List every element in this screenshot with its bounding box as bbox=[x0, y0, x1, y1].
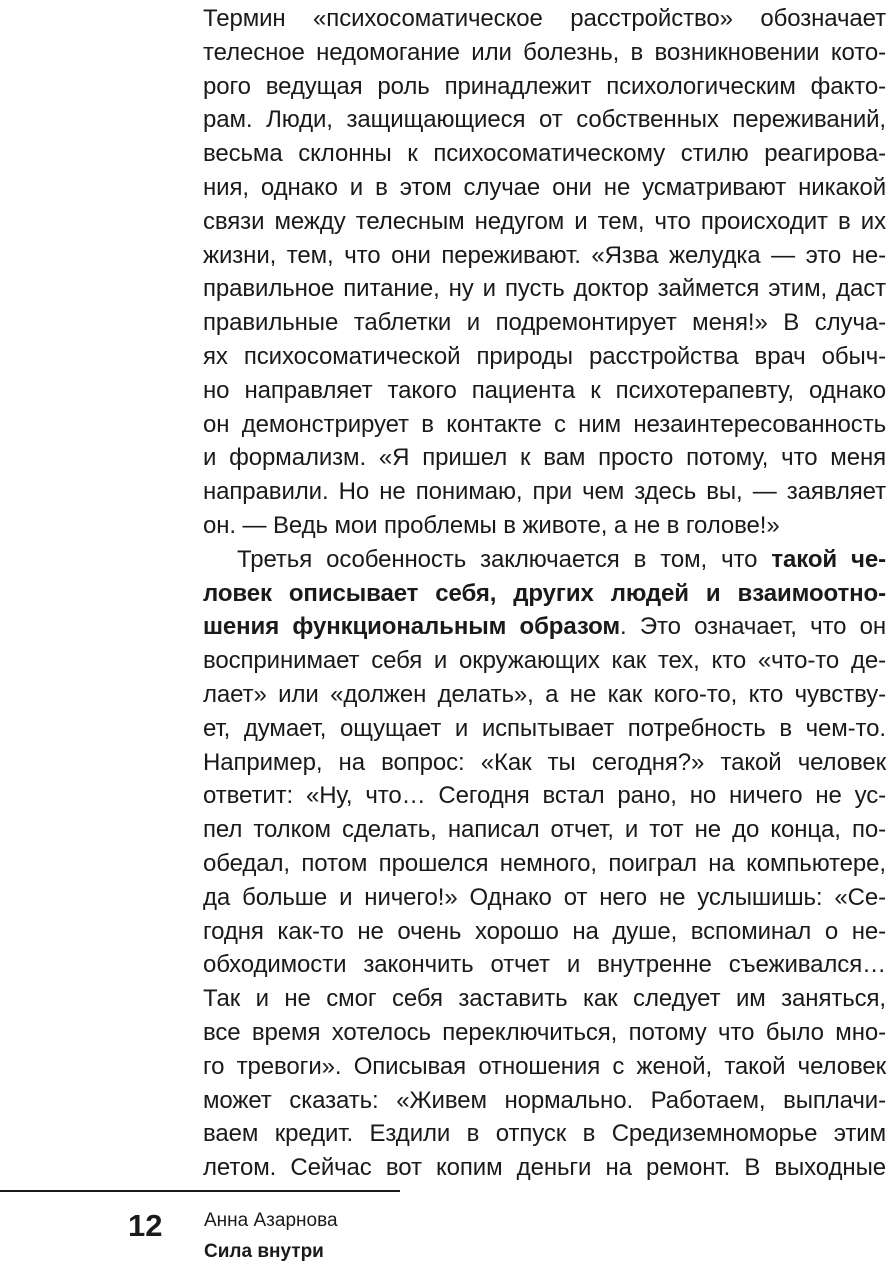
text-line: обходимости закончить отчет и внутренне съеживался… bbox=[203, 951, 886, 979]
paragraph-1 bbox=[203, 2, 886, 543]
text-line: го тревоги». Описывая отношения с женой, такой человек bbox=[203, 1052, 886, 1080]
text-line: Термин «психосоматическое расстройство» обозначает bbox=[203, 5, 886, 32]
text-line: ваем кредит. Ездили в отпуск в Средиземноморье этим bbox=[203, 1120, 886, 1148]
text-line: обедал, потом прошелся немного, поиграл на компьютере, bbox=[203, 849, 886, 877]
paragraph-2 bbox=[203, 543, 886, 1185]
page-number: 12 bbox=[128, 1208, 163, 1243]
text-line: пел толком сделать, написал отчет, и тот не до конца, по- bbox=[203, 816, 886, 844]
text-line: годня как-то не очень хорошо на душе, вспоминал о не- bbox=[203, 917, 886, 945]
page-body bbox=[203, 2, 886, 1185]
text-line: направили. Но не понимаю, при чем здесь вы, — заявляет bbox=[203, 478, 886, 506]
text-line: ет, думает, ощущает и испытывает потребность в чем-то. bbox=[203, 714, 886, 742]
footer-book-title: Сила внутри bbox=[204, 1241, 324, 1262]
text-line: летом. Сейчас вот копим деньги на ремонт. В выходные bbox=[203, 1154, 886, 1182]
text-line: жизни, тем, что они переживают. «Язва желудка — это не- bbox=[203, 241, 886, 269]
text-line bbox=[203, 610, 886, 644]
text-line: ния, однако и в этом случае они не усматривают никакой bbox=[203, 173, 886, 201]
text-line: ответит: «Ну, что… Сегодня встал рано, но ничего не ус- bbox=[203, 782, 886, 810]
bold-text-run: такой че- bbox=[771, 545, 886, 573]
text-run: Третья особенность заключается в том, что bbox=[237, 545, 772, 573]
text-line: правильное питание, ну и пусть доктор займется этим, даст bbox=[203, 275, 886, 303]
text-line: рого ведущая роль принадлежит психологическим факто- bbox=[203, 72, 886, 100]
text-line: и формализм. «Я пришел к вам просто потому, что меня bbox=[203, 444, 886, 472]
text-line: все время хотелось переключиться, потому что было мно- bbox=[203, 1018, 886, 1046]
text-line: он демонстрирует в контакте с ним незаинтересованность bbox=[203, 410, 886, 438]
text-line: Так и не смог себя заставить как следует им заняться, bbox=[203, 985, 886, 1013]
footer-divider bbox=[0, 1190, 400, 1192]
bold-text-line: ловек описывает себя, других людей и взаимоотно- bbox=[203, 579, 886, 607]
text-line: телесное недомогание или болезнь, в возникновении кото- bbox=[203, 38, 886, 66]
footer-author: Анна Азарнова bbox=[204, 1210, 338, 1231]
text-line: весьма склонны к психосоматическому стилю реагирова- bbox=[203, 140, 886, 168]
text-line: правильные таблетки и подремонтирует меня!» В случа- bbox=[203, 309, 886, 337]
text-line: воспринимает себя и окружающих как тех, кто «что-то де- bbox=[203, 647, 886, 675]
text-line: связи между телесным недугом и тем, что происходит в их bbox=[203, 207, 886, 235]
text-line: лает» или «должен делать», а не как кого-то, кто чувству- bbox=[203, 680, 886, 708]
text-line bbox=[203, 543, 886, 577]
text-line: Например, на вопрос: «Как ты сегодня?» такой человек bbox=[203, 748, 886, 776]
text-line: рам. Люди, защищающиеся от собственных переживаний, bbox=[203, 106, 886, 134]
text-line: ях психосоматической природы расстройства врач обыч- bbox=[203, 342, 886, 370]
text-run: . Это означает, что он bbox=[620, 613, 887, 641]
text-line: да больше и ничего!» Однако от него не услышишь: «Се- bbox=[203, 883, 886, 911]
bold-text-run: шения функциональным образом bbox=[203, 613, 621, 641]
text-line: но направляет такого пациента к психотерапевту, однако bbox=[203, 376, 886, 404]
text-line: он. — Ведь мои проблемы в животе, а не в голове!» bbox=[203, 511, 780, 539]
text-line: может сказать: «Живем нормально. Работаем, выплачи- bbox=[203, 1086, 886, 1114]
